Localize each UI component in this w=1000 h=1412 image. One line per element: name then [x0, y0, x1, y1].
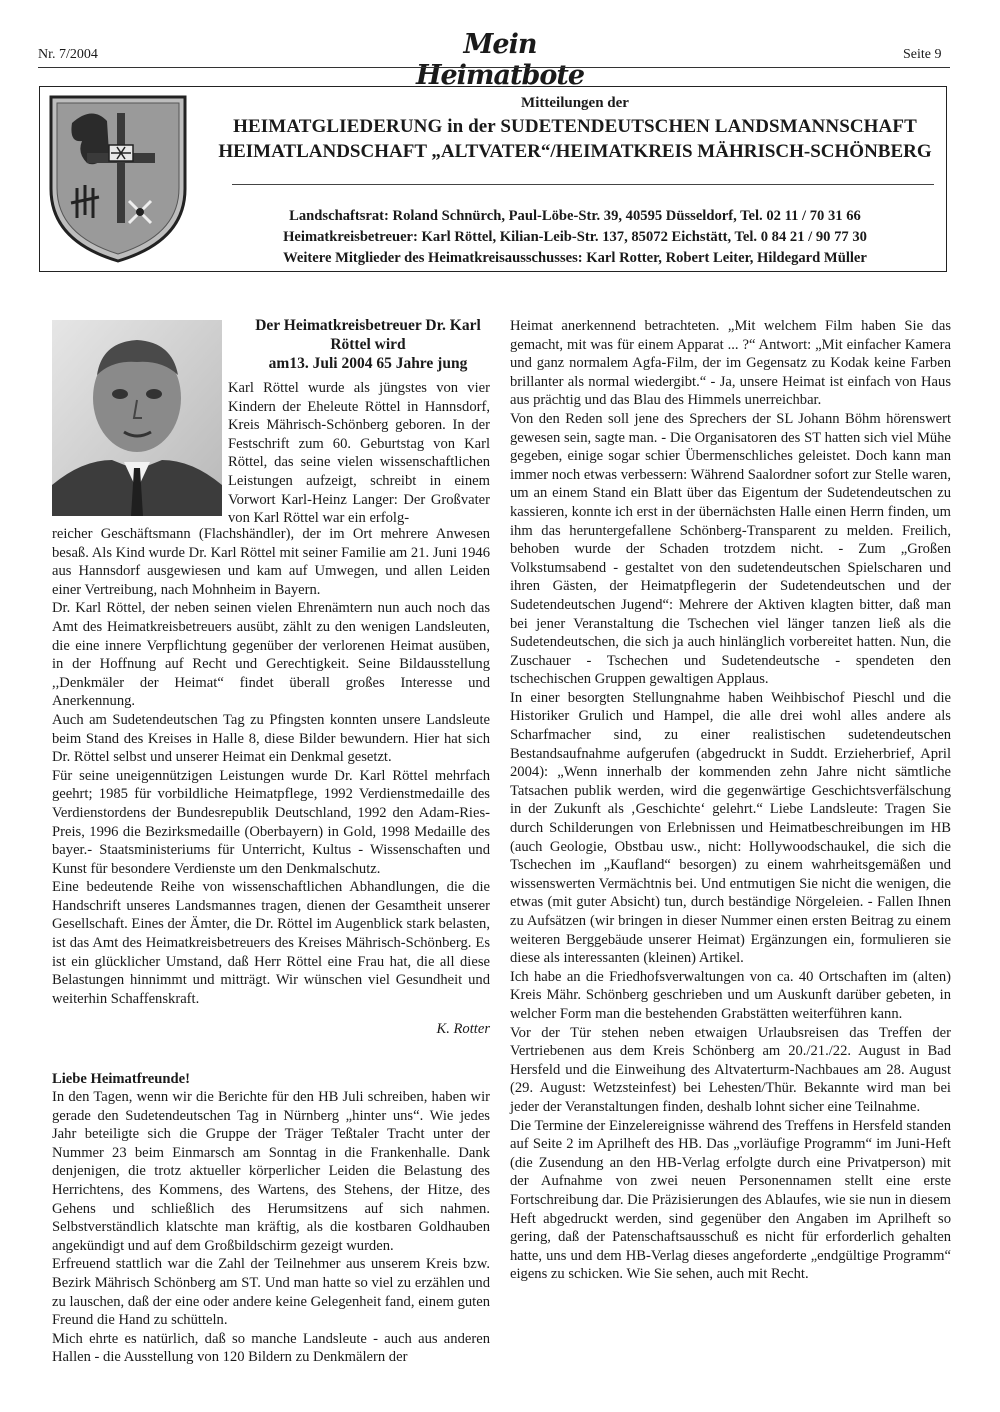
box-rule: [232, 184, 934, 185]
article-paragraph: Dr. Karl Röttel, der neben seinen vielen Ehrenämtern nun auch noch das Amt des Heimatkreisbetreuers ausübt, zählt zu den wenigen Landsleuten, die eine innere Verpflichtung gegenüber der verlorenen Heimat ausüben, in der Hoffnung auf Recht und Gerechtigkeit. Seine Bildausstellung ,,Denkmäler der Heimat“ findet überall großes Interesse und Anerkennung.: [52, 600, 490, 710]
article-body: [52, 525, 490, 1008]
box-title-2: HEIMATLANDSCHAFT „ALTVATER“/HEIMATKREIS MÄHRISCH-SCHÖNBERG: [218, 141, 932, 162]
masthead: Mein Heimatbote: [415, 29, 585, 91]
box-line-members: Weitere Mitglieder des Heimatkreisausschusses: Karl Rotter, Robert Leiter, Hildegard Müller: [283, 250, 867, 266]
page-number: Seite 9: [903, 47, 942, 62]
letter-paragraph: In den Tagen, wenn wir die Berichte für den HB Juli schreiben, haben wir gerade den Sudetendeutschen Tag in Nürnberg „hinter uns“. Wie jedes Jahr beteiligte sich die Gruppe der Träger Teßtaler Tracht unter der Nummer 23 beim Einmarsch am Sonntag in die Frankenhalle. Dank denjenigen, die trotz aktueller körperlicher Leiden die Belastung des Herrichtens, des Kommens, des Wartens, des Stehens, der Hitze, des Gehens und schließlich des Herumsitzens auf sich nahmen. Selbstverständlich klatschte man kräftig, als die kostbaren Goldhauben angekündigt und auf dem Großbildschirm gezeigt wurden.: [52, 1089, 490, 1254]
letter-paragraph: Von den Reden soll jene des Sprechers der SL Johann Böhm hörenswert gewesen sein, sagte man. - Die Organisatoren des ST hatten sich viel Mühe gegeben, einige sogar schier Übermenschliches geleistet. Doch kann man immer noch etwas verbessern: Während Saalordner sofort zur Stelle waren, um an einem Stand ein Blatt über das Eigentum der Sudetendeutschen zu kassieren, konnte ich erst in der übernächsten Halle einen Herrn finden, um ihm das heruntergefallene Schönberg-Transparent zu melden. Freilich, behoben wurde der Schaden trotzdem nicht. - Zum „Großen Volkstumsabend - gestaltet von den sudetendeutschen Spielscharen und ihren Gästen, der Heimatpflegerin der Sudetendeutschen und der Sudetendeutschen Jugend“: Mehrere der Aktiven klagten bitter, daß man bei jener Veranstaltung die Tschechen viel länger tanzen ließ als die Sudetendeutschen, die sich ja auch hinlänglich vorbereitet hatten. Nun, die Zuschauer - Tschechen und Sudetendeutsche - spendeten den tschechischen Gruppen gewaltigen Applaus.: [510, 410, 951, 688]
box-line-heimatkreisbetreuer: Heimatkreisbetreuer: Karl Röttel, Kilian-Leib-Str. 137, 85072 Eichstätt, Tel. 0 84 21 / 90 77 30: [283, 229, 867, 245]
letter-paragraph: Mich ehrte es natürlich, daß so manche Landsleute - auch aus anderen Hallen - die Ausstellung von 120 Bildern zu Denkmälern der: [52, 1330, 490, 1366]
article-signature: K. Rotter: [436, 1021, 490, 1037]
header-rule: [38, 67, 950, 68]
article-intro-text: Karl Röttel wurde als jüngstes von vier Kindern der Eheleute Röttel in Hannsdorf, Kreis Mährisch-Schönberg geboren. In der Festschrift zum 60. Geburtstag von Karl Röttel, das seine vielen wissenschaftlichen Leistungen aufzeigt, schreibt in einem Vorwort Karl-Heinz Langer: Der Großvater von Karl Röttel war ein erfolg-: [228, 380, 490, 527]
letter-paragraph: Vor der Tür stehen neben etwaigen Urlaubsreisen das Treffen der Vertriebenen aus dem Kreis Schönberg am 20./21./22. August in Bad Hersfeld und die Einweihung des Altvaterturm-Nachbaues am 28. August (29. August: Wetzsteinfest) bei Lehesten/Thür. Bekannte wird man bei jeder der Veranstaltungen finden, deshalb lohnt sicher eine Teilnahme.: [510, 1024, 951, 1115]
letter-paragraph: Ich habe an die Friedhofsverwaltungen von ca. 40 Ortschaften im (alten) Kreis Mähr. Schönberg geschrieben und um Auskunft darüber gebeten, in welcher Form man die bestehenden Grabstätten weiterführen kann.: [510, 968, 951, 1022]
portrait-photo: [52, 320, 222, 516]
letter-paragraph: In einer besorgten Stellungnahme haben Weihbischof Pieschl und die Historiker Grulich und Hampel, die alle drei wohl alles andere als Scharfmacher sind, zu einer realistischen sudetendeutschen Bestandsaufnahme aufgerufen (abgedruckt in Suddt. Erzieherbrief, April 2004): „Wenn innerhalb der kommenden zehn Jahre nicht sämtliche Tatsachen publik werden, wird die gegenwärtige Geschichtsverfälschung in der Zukunft als ‚Geschichte‘ gelehrt.“ Liebe Landsleute: Tragen Sie durch Schilderungen von Erlebnissen und Heimatbeschreibungen im HB (auch Geologie, Obstbau usw., nicht: Hollywoodschaukel, die sich die Tschechen im „Kaufland“ besorgen) zu einem wahrheitsgemäßen und wissenswerten Vermächtnis bei. Und entmutigen Sie nicht die wenigen, die etwas (mit guter Absicht) tun, durch beständige Nörgeleien. - Fallen Ihnen zu Aufsätzen (wir bringen in dieser Nummer einen ersten Beitrag zu einem weiteren Berggebäude unserer Heimat) Ergänzungen ein, formulieren sie diese als interessanten (kleinen) Artikel.: [510, 689, 951, 967]
letter-left-column: [52, 1088, 490, 1367]
letter-paragraph: Die Termine der Einzelereignisse während des Treffens in Hersfeld standen auf Seite 2 im Aprilheft des HB. Das „vorläufige Programm“ im Juni-Heft (die Zusendung an den HB-Verlag erfolgte durch eine Privatperson) mit der Aufnahme von zwei neuen Personennamen stellt eine erste Fortschreibung dar. Die Präzisierungen des Ablaufes, wie sie nun in diesem Heft abgedruckt werden, sind gegenüber den Angaben im Aprilheft so gering, daß der Patenschaftsausschuß es nicht für erforderlich gehalten hatte, uns und dem HB-Verlag dieses angeforderte „endgültige Programm“ eigens zu schicken. Wie Sie sehen, auch mit Recht.: [510, 1117, 951, 1283]
article-paragraph: Auch am Sudetendeutschen Tag zu Pfingsten konnten unsere Landsleute beim Stand des Kreises in Halle 8, diese Bilder bewundern. Hier hat sich Dr. Röttel selbst und unserer Heimat ein Denkmal gesetzt.: [52, 711, 490, 766]
article-paragraph: Eine bedeutende Reihe von wissenschaftlichen Abhandlungen, die die Handschrift unseres Landsmannes tragen, dienen der Gesamtheit unserer Gesellschaft. Eines der Ämter, die Dr. Röttel im Augenblick stark belasten, ist das Amt des Heimatkreisbetreuers des Kreises Mährisch-Schönberg. Es ist ein glücklicher Umstand, daß Herr Röttel eine Frau hat, die all diese Belastungen hinnimmt und mitträgt. Wir wünschen viel Gesundheit und weiterhin Schaffenskraft.: [52, 879, 490, 1007]
letter-title: Liebe Heimatfreunde!: [52, 1071, 190, 1087]
letter-paragraph: Erfreuend stattlich war die Zahl der Teilnehmer aus unserem Kreis bzw. Bezirk Mährisch Schönberg am ST. Und man hatte so viel zu erzählen und zu lauschen, daß der eine oder andere keine Gelegenheit fand, einem guten Freund die Hand zu schütteln.: [52, 1256, 490, 1329]
letter-paragraph: Heimat anerkennend betrachteten. „Mit welchem Film haben Sie das gemacht, mit was für einem Apparat ... ?“ Antwort: „Mit einfacher Kamera und ganz normalem Agfa-Film, der im Gegensatz zu Kodak keine Farben brillanter als normal wiedergibt.“ - Ja, unsere Heimat ist einfach von Haus aus prächtig und das Blau des Himmels unerreichbar.: [510, 318, 951, 409]
article-intro: [228, 379, 490, 528]
article-title: [228, 316, 508, 373]
article-paragraph: Für seine uneigennützigen Leistungen wurde Dr. Karl Röttel mehrfach geehrt; 1985 für vorbildliche Heimatpflege, 1992 Verdienstmedaille des Verdienstordens der Bundesrepublik Deutschland, 1992 den Adam-Ries-Preis, 1996 die Bezirksmedaille (Oberbayern) in Gold, 1998 Medaille des bayer.- Staatsministeriums für Unterricht, Kultus - Wissenschaften und Kunst für besondere Verdienste um den Denkmalschutz.: [52, 767, 490, 877]
article-title-line: am13. Juli 2004 65 Jahre jung: [268, 355, 468, 372]
issue-number: Nr. 7/2004: [38, 47, 98, 62]
article-title-line: Der Heimatkreisbetreuer Dr. Karl: [255, 317, 481, 334]
letter-right-column: [510, 317, 951, 1284]
article-paragraph: reicher Geschäftsmann (Flachshändler), der im Ort mehrere Anwesen besaß. Als Kind wurde Dr. Karl Röttel mit seiner Familie am 21. Juni 1946 aus Hannsdorf ausgewiesen und kam auf Umwegen, und allen Leiden einer Vertreibung, nach Mohnheim in Bayern.: [52, 526, 490, 598]
box-subtitle: Mitteilungen der: [521, 95, 629, 111]
box-line-landschaftsrat: Landschaftsrat: Roland Schnürch, Paul-Löbe-Str. 39, 40595 Düsseldorf, Tel. 02 11 / 70 31 66: [289, 208, 861, 224]
box-title-1: HEIMATGLIEDERUNG in der SUDETENDEUTSCHEN LANDSMANNSCHAFT: [233, 116, 917, 137]
article-title-line: Röttel wird: [330, 336, 406, 353]
